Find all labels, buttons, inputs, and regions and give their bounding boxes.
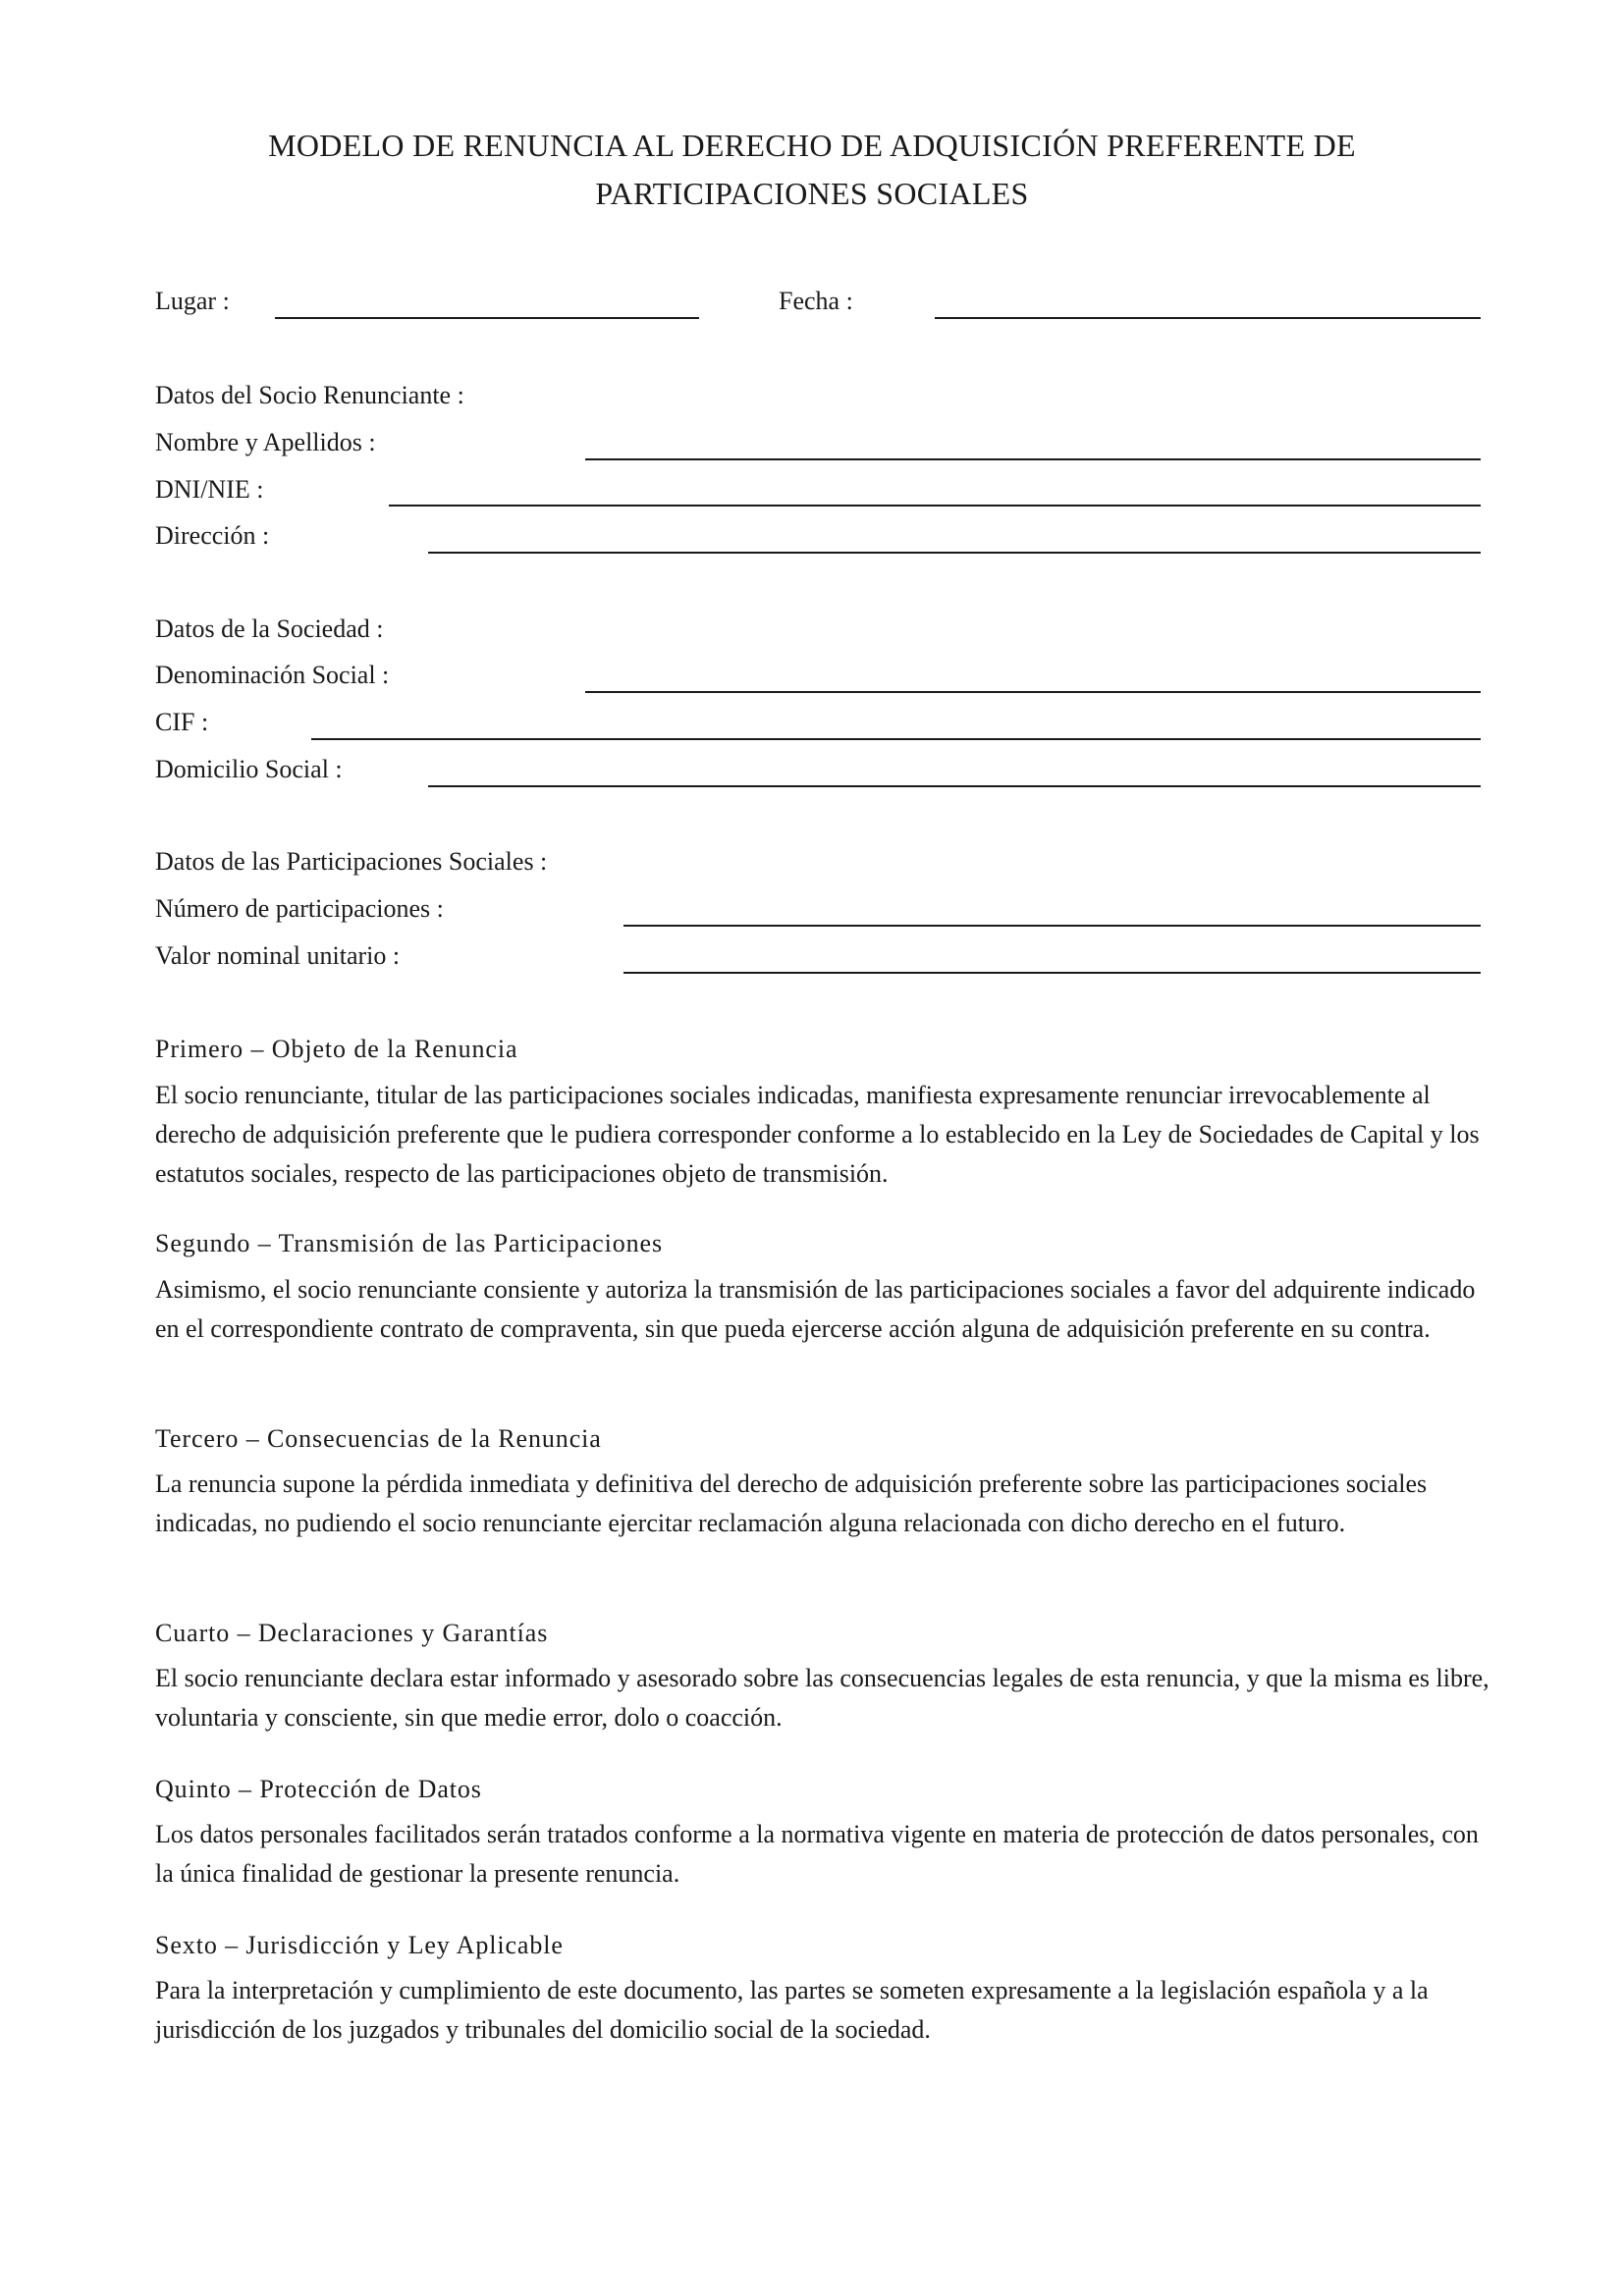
clause-5-body: Los datos personales facilitados serán tratados conforme a la normativa vigente en materia de protección de datos personales, con la única finalidad de gestionar la presente renuncia. bbox=[155, 1820, 1479, 1888]
document-title bbox=[157, 122, 1467, 218]
numero-field[interactable] bbox=[623, 925, 1481, 927]
clause-2-body: Asimismo, el socio renunciante consiente y autoriza la transmisión de las participaciones sociales a favor del adquirente indicado en el correspondiente contrato de compraventa, sin que pueda ejercerse acción alguna de adquisición preferente en su contra. bbox=[155, 1275, 1476, 1343]
lugar-label: Lugar : bbox=[155, 287, 230, 315]
fecha-label: Fecha : bbox=[779, 287, 853, 315]
socio-section-label: Datos del Socio Renunciante : bbox=[155, 381, 464, 409]
domicilio-label: Domicilio Social : bbox=[155, 755, 343, 783]
direccion-label: Dirección : bbox=[155, 521, 270, 550]
clause-6-body: Para la interpretación y cumplimiento de este documento, las partes se someten expresamente a la legislación española y a la jurisdicción de los juzgados y tribunales del domicilio social de la sociedad. bbox=[155, 1976, 1429, 2044]
dni-field[interactable] bbox=[389, 505, 1481, 507]
clause-4-heading: Cuarto – Declaraciones y Garantías bbox=[155, 1619, 549, 1647]
denominacion-label: Denominación Social : bbox=[155, 661, 390, 689]
clause-2-heading: Segundo – Transmisión de las Participaciones bbox=[155, 1229, 663, 1257]
domicilio-field[interactable] bbox=[428, 785, 1481, 787]
dni-label: DNI/NIE : bbox=[155, 475, 264, 504]
clause-3-heading: Tercero – Consecuencias de la Renuncia bbox=[155, 1424, 602, 1453]
clause-5-heading: Quinto – Protección de Datos bbox=[155, 1775, 482, 1803]
nombre-label: Nombre y Apellidos : bbox=[155, 428, 376, 456]
valor-label: Valor nominal unitario : bbox=[155, 941, 401, 970]
cif-field[interactable] bbox=[311, 738, 1481, 740]
lugar-field[interactable] bbox=[275, 317, 699, 319]
document-title-line-1: MODELO DE RENUNCIA AL DERECHO DE ADQUISICIÓN PREFERENTE DE bbox=[268, 128, 1356, 163]
cif-label: CIF : bbox=[155, 708, 209, 736]
sociedad-section-label: Datos de la Sociedad : bbox=[155, 614, 384, 643]
clause-3-body: La renuncia supone la pérdida inmediata y definitiva del derecho de adquisición preferente sobre las participaciones sociales indicadas, no pudiendo el socio renunciante ejercitar reclamación alguna relacionada con dicho derecho en el futuro. bbox=[155, 1469, 1428, 1537]
numero-label: Número de participaciones : bbox=[155, 894, 444, 923]
clause-1-body: El socio renunciante, titular de las participaciones sociales indicadas, manifiesta expresamente renunciar irrevocablemente al derecho de adquisición preferente que le pudiera corresponder conforme a lo establecido en la Ley de Sociedades de Capital y los estatutos sociales, respecto de las participaciones objeto de transmisión. bbox=[155, 1081, 1480, 1188]
participaciones-section-label: Datos de las Participaciones Sociales : bbox=[155, 847, 548, 876]
direccion-field[interactable] bbox=[428, 552, 1481, 554]
fecha-field[interactable] bbox=[935, 317, 1481, 319]
document-title-line-2: PARTICIPACIONES SOCIALES bbox=[595, 176, 1029, 211]
clause-6-heading: Sexto – Jurisdicción y Ley Aplicable bbox=[155, 1931, 564, 1959]
clause-1-heading: Primero – Objeto de la Renuncia bbox=[155, 1035, 518, 1063]
valor-field[interactable] bbox=[623, 972, 1481, 974]
nombre-field[interactable] bbox=[585, 458, 1481, 460]
denominacion-field[interactable] bbox=[585, 691, 1481, 693]
clause-4-body: El socio renunciante declara estar informado y asesorado sobre las consecuencias legales de esta renuncia, y que la misma es libre, voluntaria y consciente, sin que medie error, dolo o coacción. bbox=[155, 1664, 1489, 1732]
